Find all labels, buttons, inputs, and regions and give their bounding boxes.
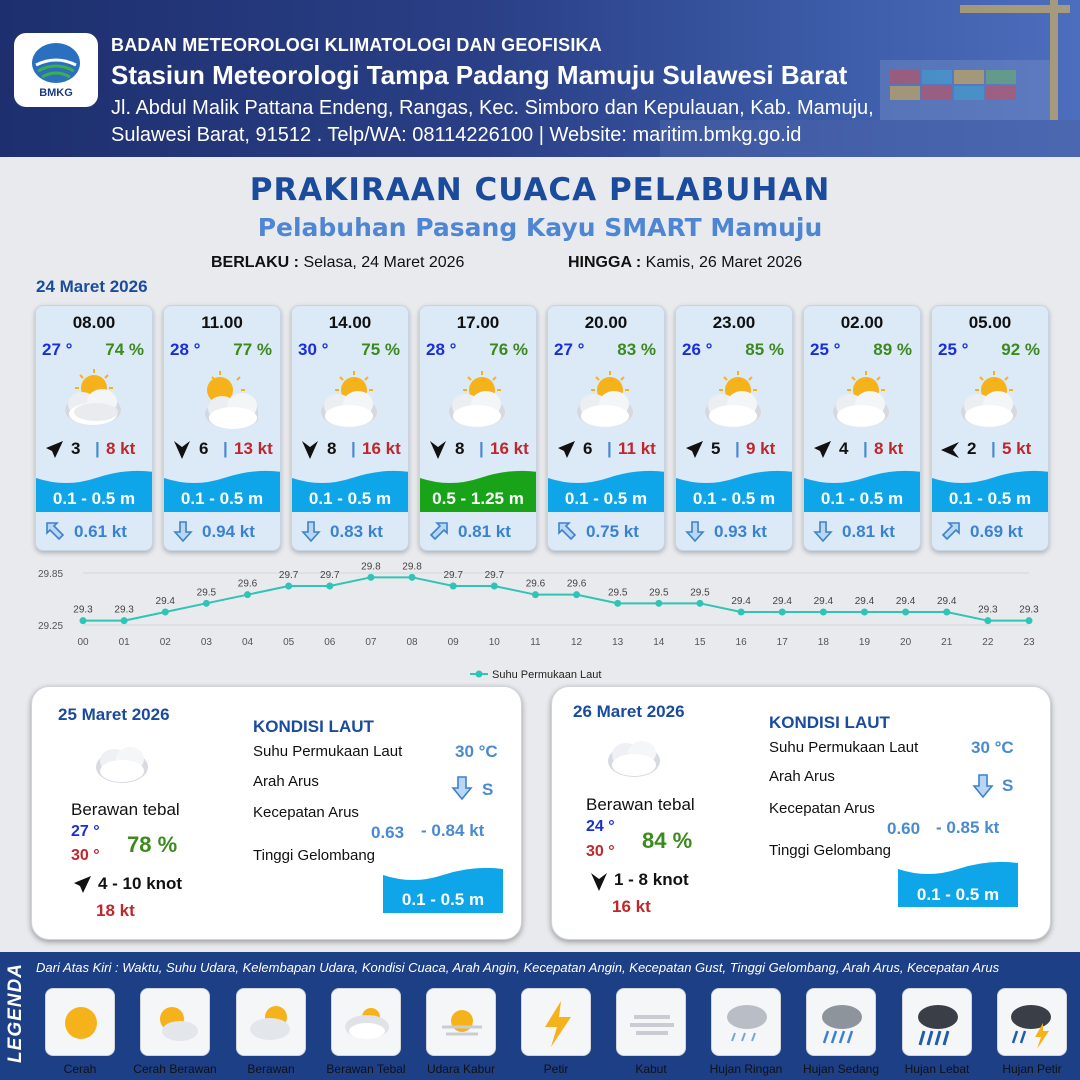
wind-gust: 13 kt: [234, 439, 273, 458]
temp-max: 30 °: [71, 847, 100, 864]
data-label: 29.3: [1019, 604, 1039, 616]
day1-date: 24 Maret 2026: [36, 277, 148, 296]
sst-value: 30 °C: [455, 742, 498, 761]
temp-min: 24 °: [586, 818, 615, 835]
legend-marker: [476, 671, 483, 678]
data-label: 29.7: [320, 570, 340, 581]
x-tick-label: 10: [488, 637, 500, 648]
valid-to-date: Kamis, 26 Maret 2026: [645, 254, 803, 271]
wind-speed: 6: [583, 439, 593, 458]
wave-height: 0.1 - 0.5 m: [401, 890, 485, 909]
legend-item: [236, 988, 306, 1056]
current-speed: 0.93 kt: [714, 522, 767, 541]
address-line-1: Jl. Abdul Malik Pattana Endeng, Rangas, Kec. Simboro dan Kepulauan, Kab. Mamuju,: [111, 97, 874, 119]
legend-item: [140, 988, 210, 1056]
legend-item: [616, 988, 686, 1056]
x-tick-label: 13: [612, 637, 624, 648]
humidity: 85 %: [745, 340, 784, 359]
y-tick-label: 29.85: [38, 569, 64, 580]
berawan-icon: [828, 368, 898, 430]
forecast-time: 05.00: [968, 313, 1012, 332]
data-point: [820, 609, 827, 616]
data-point: [162, 609, 169, 616]
separator: |: [479, 439, 484, 458]
humidity: 74 %: [105, 340, 144, 359]
forecast-card: [291, 305, 409, 551]
day-date: 25 Maret 2026: [58, 705, 170, 724]
heavy-rain-icon: [912, 997, 964, 1049]
current-speed: 0.81 kt: [458, 522, 511, 541]
wave-height: 0.1 - 0.5 m: [308, 489, 392, 508]
data-label: 29.4: [895, 596, 916, 607]
wave-height: 0.1 - 0.5 m: [180, 489, 264, 508]
data-point: [409, 574, 416, 581]
separator: |: [95, 439, 100, 458]
data-point: [696, 600, 703, 607]
data-point: [738, 609, 745, 616]
wind-gust: 16 kt: [362, 439, 401, 458]
thunderstorm-icon: [1007, 997, 1059, 1049]
wave-height: 0.1 - 0.5 m: [948, 489, 1032, 508]
x-tick-label: 03: [200, 637, 212, 648]
data-label: 29.8: [402, 562, 422, 573]
legend-item-label: Udara Kabur: [426, 1062, 496, 1076]
data-label: 29.5: [649, 587, 669, 599]
light-rain-icon: [721, 997, 773, 1049]
x-tick-label: 12: [571, 637, 583, 648]
arrow-down-icon: [451, 775, 473, 801]
arrow-s-icon: [300, 440, 320, 460]
x-tick-label: 06: [324, 637, 336, 648]
sun-icon: [55, 997, 107, 1049]
wind-speed: 4: [839, 439, 849, 458]
data-label: 29.3: [73, 604, 93, 616]
legend-item-label: Berawan Tebal: [326, 1062, 406, 1076]
data-label: 29.5: [607, 587, 628, 599]
x-tick-label: 00: [77, 637, 89, 648]
legend-item: [521, 988, 591, 1056]
page-title: PRAKIRAAN CUACA PELABUHAN: [249, 172, 831, 208]
arrow-ne-icon: [44, 440, 64, 460]
sst-label: Suhu Permukaan Laut: [769, 739, 919, 756]
separator: |: [735, 439, 740, 458]
air-temperature: 27 °: [554, 340, 585, 359]
air-temperature: 26 °: [682, 340, 713, 359]
sst-line-chart: [30, 562, 1050, 687]
x-tick-label: 17: [776, 637, 788, 648]
humidity: 89 %: [873, 340, 912, 359]
data-point: [367, 574, 374, 581]
valid-from-label: BERLAKU :: [211, 254, 299, 271]
data-point: [491, 583, 498, 590]
data-point: [573, 591, 580, 598]
data-label: 29.3: [978, 604, 998, 616]
x-tick-label: 02: [159, 637, 171, 648]
forecast-card: [675, 305, 793, 551]
wind-speed: 5: [711, 439, 721, 458]
current-arrow-down-icon: [684, 520, 706, 542]
valid-to-label: HINGGA :: [568, 254, 642, 271]
arrow-ne-icon: [684, 440, 704, 460]
legend-item-label: Cerah: [63, 1062, 97, 1076]
x-tick-label: 11: [530, 637, 541, 648]
cloud-thick-icon: [92, 737, 154, 789]
data-label: 29.7: [278, 570, 299, 581]
legend-item-label: Hujan Sedang: [802, 1062, 880, 1076]
current-speed: 0.94 kt: [202, 522, 255, 541]
data-label: 29.4: [155, 596, 175, 607]
lightning-icon: [531, 997, 583, 1049]
wind-gust: 9 kt: [746, 439, 776, 458]
data-label: 29.6: [237, 578, 258, 590]
data-label: 29.4: [937, 596, 957, 607]
wave-height: 0.1 - 0.5 m: [820, 489, 904, 508]
arrow-ne-icon: [72, 875, 92, 895]
air-temperature: 30 °: [298, 340, 329, 359]
humidity: 76 %: [489, 340, 528, 359]
humidity: 83 %: [617, 340, 656, 359]
data-label: 29.8: [361, 562, 381, 573]
data-label: 29.3: [114, 604, 134, 616]
current-direction-label: Arah Arus: [253, 773, 319, 790]
data-point: [532, 591, 539, 598]
current-speed-label: Kecepatan Arus: [253, 804, 359, 821]
air-temperature: 27 °: [42, 340, 73, 359]
data-point: [902, 609, 909, 616]
data-label: 29.4: [772, 596, 792, 607]
wind-gust: 18 kt: [96, 901, 135, 920]
legend-description: Dari Atas Kiri : Waktu, Suhu Udara, Kelembapan Udara, Kondisi Cuaca, Arah Angin, Kecepatan Angin, Kecepatan Gust, Tinggi Gelombang, Arah Arus, Kecepatan Arus: [36, 960, 1000, 975]
wave-height: 0.5 - 1.25 m: [432, 489, 524, 508]
legend-item-label: Petir: [543, 1062, 569, 1076]
x-tick-label: 21: [941, 637, 953, 648]
x-tick-label: 23: [1023, 637, 1035, 648]
legend-item: [997, 988, 1067, 1056]
day-panel-26: [551, 686, 1051, 940]
legend-item-label: Berawan: [247, 1062, 295, 1076]
cloud-thick-icon: [604, 731, 666, 783]
data-point: [285, 583, 292, 590]
arrow-ne-icon: [812, 440, 832, 460]
x-tick-label: 16: [735, 637, 747, 648]
data-point: [244, 591, 251, 598]
wind-gust: 16 kt: [612, 897, 651, 916]
air-temperature: 25 °: [810, 340, 841, 359]
wind-speed: 3: [71, 439, 81, 458]
valid-to: [568, 254, 802, 272]
current-direction: S: [482, 780, 494, 799]
current-arrow-down-icon: [300, 520, 322, 542]
sst-value: 30 °C: [971, 738, 1014, 757]
x-tick-label: 19: [858, 637, 871, 648]
x-tick-label: 14: [653, 637, 665, 648]
station-name: Stasiun Meteorologi Tampa Padang Mamuju Sulawesi Barat: [111, 60, 848, 90]
current-direction-label: Arah Arus: [769, 768, 835, 785]
forecast-card: [419, 305, 537, 551]
cerah-berawan-icon: [188, 368, 258, 430]
data-point: [326, 583, 333, 590]
sea-condition-title: KONDISI LAUT: [769, 713, 890, 732]
weather-condition: Berawan tebal: [586, 795, 695, 814]
sun-cloud-icon: [150, 997, 202, 1049]
forecast-time: 20.00: [584, 313, 628, 332]
wind-gust: 11 kt: [618, 439, 656, 458]
separator: |: [223, 439, 228, 458]
wind-speed: 1 - 8 knot: [614, 870, 689, 889]
legend-item: [902, 988, 972, 1056]
day-panel-25: [31, 686, 522, 940]
forecast-time: 11.00: [201, 313, 243, 332]
wind-speed: 6: [199, 439, 209, 458]
forecast-card: [163, 305, 281, 551]
current-arrow-ne-icon: [428, 520, 450, 542]
wave-height-label: Tinggi Gelombang: [253, 847, 376, 864]
arrow-s-icon: [428, 440, 448, 460]
data-point: [80, 617, 87, 624]
data-point: [450, 583, 457, 590]
data-label: 29.6: [525, 578, 546, 590]
data-label: 29.7: [484, 570, 505, 581]
wind-gust: 5 kt: [1002, 439, 1032, 458]
current-speed-max: - 0.85 kt: [936, 818, 1000, 837]
current-speed-max: - 0.84 kt: [421, 821, 485, 840]
x-tick-label: 20: [900, 637, 912, 648]
wind-gust: 16 kt: [490, 439, 529, 458]
current-arrow-down-icon: [172, 520, 194, 542]
x-tick-label: 18: [817, 637, 829, 648]
arrow-down-icon: [972, 773, 994, 799]
wave-height: 0.1 - 0.5 m: [52, 489, 136, 508]
partly-cloudy-icon: [246, 997, 298, 1049]
sst-label: Suhu Permukaan Laut: [253, 743, 403, 760]
data-label: 29.5: [690, 587, 710, 599]
forecast-card: [931, 305, 1049, 551]
wind-gust: 8 kt: [874, 439, 904, 458]
arrow-ne-icon: [556, 440, 576, 460]
address-line-2: Sulawesi Barat, 91512 . Telp/WA: 08114226100 | Website: maritim.bmkg.go.id: [111, 124, 802, 146]
y-tick-label: 29.25: [38, 621, 64, 632]
berawan-icon: [444, 368, 514, 430]
bmkg-emblem-icon: [30, 41, 82, 85]
separator: |: [991, 439, 996, 458]
data-label: 29.6: [566, 578, 587, 590]
forecast-time: 14.00: [328, 313, 372, 332]
data-point: [861, 609, 868, 616]
legend-side-label: [0, 952, 32, 1080]
current-direction: S: [1002, 776, 1014, 795]
header-banner: [0, 0, 1080, 157]
legend-item: [711, 988, 781, 1056]
data-label: 29.4: [854, 596, 875, 607]
wind-speed: 8: [327, 439, 337, 458]
day-date: 26 Maret 2026: [573, 702, 685, 721]
wind-speed: 2: [967, 439, 977, 458]
berawan-icon: [700, 368, 770, 430]
arrow-s-icon: [172, 440, 192, 460]
haze-icon: [436, 997, 488, 1049]
legend-item-label: Cerah Berawan: [133, 1062, 217, 1076]
data-point: [655, 600, 662, 607]
data-point: [1026, 617, 1033, 624]
data-label: 29.4: [813, 596, 834, 607]
wind-speed: 4 - 10 knot: [98, 874, 183, 893]
legend-item: [45, 988, 115, 1056]
legend-item: [331, 988, 401, 1056]
berawan-icon: [572, 368, 642, 430]
x-tick-label: 07: [365, 637, 377, 648]
legend-label: Suhu Permukaan Laut: [492, 669, 602, 681]
weather-condition: Berawan tebal: [71, 800, 180, 819]
legend-item: [426, 988, 496, 1056]
berawan-icon: [956, 368, 1026, 430]
forecast-time: 08.00: [72, 313, 116, 332]
data-point: [121, 617, 128, 624]
current-speed: 0.61 kt: [74, 522, 127, 541]
arrow-s-icon: [589, 872, 609, 892]
air-temperature: 28 °: [170, 340, 201, 359]
separator: |: [351, 439, 356, 458]
current-arrow-down-icon: [812, 520, 834, 542]
current-arrow-nw-icon: [44, 520, 66, 542]
sst-series-line: [83, 577, 1029, 620]
valid-from: [211, 254, 464, 272]
current-speed: 0.69 kt: [970, 522, 1023, 541]
temp-max: 30 °: [586, 843, 615, 860]
forecast-time: 17.00: [456, 313, 500, 332]
wind-speed: 8: [455, 439, 465, 458]
current-speed: 0.75 kt: [586, 522, 639, 541]
data-point: [943, 609, 950, 616]
legend-item-label: Hujan Lebat: [904, 1062, 970, 1076]
data-label: 29.7: [443, 570, 463, 581]
data-label: 29.4: [731, 596, 751, 607]
data-point: [984, 617, 991, 624]
separator: |: [607, 439, 612, 458]
temp-min: 27 °: [71, 823, 100, 840]
wave-height: 0.1 - 0.5 m: [692, 489, 776, 508]
x-tick-label: 08: [406, 637, 418, 648]
current-speed-min: 0.60: [887, 819, 921, 838]
agency-name: BADAN METEOROLOGI KLIMATOLOGI DAN GEOFISIKA: [111, 35, 602, 55]
current-arrow-nw-icon: [556, 520, 578, 542]
current-speed: 0.83 kt: [330, 522, 383, 541]
moderate-rain-icon: [816, 997, 868, 1049]
air-temperature: 25 °: [938, 340, 969, 359]
berawan-icon: [316, 368, 386, 430]
x-tick-label: 01: [118, 637, 130, 648]
berawan-tebal-icon: [60, 368, 130, 430]
legend-item: [806, 988, 876, 1056]
forecast-time: 23.00: [712, 313, 756, 332]
arrow-e-icon: [940, 440, 960, 460]
data-point: [203, 600, 210, 607]
air-temperature: 28 °: [426, 340, 457, 359]
bmkg-logo: [14, 33, 98, 107]
forecast-time: 02.00: [840, 313, 884, 332]
legend-item-label: Hujan Petir: [1002, 1062, 1062, 1076]
wave-height: 0.1 - 0.5 m: [916, 885, 1000, 904]
fog-icon: [626, 997, 678, 1049]
humidity: 92 %: [1001, 340, 1040, 359]
thick-cloud-icon: [341, 997, 393, 1049]
current-speed-label: Kecepatan Arus: [769, 800, 875, 817]
data-point: [779, 609, 786, 616]
humidity: 84 %: [642, 828, 693, 853]
forecast-card: [547, 305, 665, 551]
humidity: 78 %: [127, 832, 178, 857]
current-arrow-ne-icon: [940, 520, 962, 542]
x-tick-label: 15: [694, 637, 706, 648]
wave-height: 0.1 - 0.5 m: [564, 489, 648, 508]
x-tick-label: 04: [241, 637, 254, 648]
current-speed-min: 0.63: [371, 823, 405, 842]
x-tick-label: 05: [283, 637, 295, 648]
data-point: [614, 600, 621, 607]
humidity: 75 %: [361, 340, 400, 359]
sea-condition-title: KONDISI LAUT: [253, 717, 374, 736]
forecast-card: [35, 305, 153, 551]
wave-height-label: Tinggi Gelombang: [769, 842, 892, 859]
x-tick-label: 09: [447, 637, 459, 648]
separator: |: [863, 439, 868, 458]
current-speed: 0.81 kt: [842, 522, 895, 541]
legend-item-label: Kabut: [635, 1062, 667, 1076]
data-label: 29.5: [196, 587, 217, 599]
x-tick-label: 22: [982, 637, 994, 648]
port-name: Pelabuhan Pasang Kayu SMART Mamuju: [257, 213, 823, 242]
forecast-card: [803, 305, 921, 551]
legend-item-label: Hujan Ringan: [709, 1062, 783, 1076]
wind-gust: 8 kt: [106, 439, 136, 458]
valid-from-date: Selasa, 24 Maret 2026: [303, 254, 465, 271]
legend-title: LEGENDA: [5, 963, 26, 1063]
logo-text: BMKG: [39, 87, 73, 99]
humidity: 77 %: [233, 340, 272, 359]
